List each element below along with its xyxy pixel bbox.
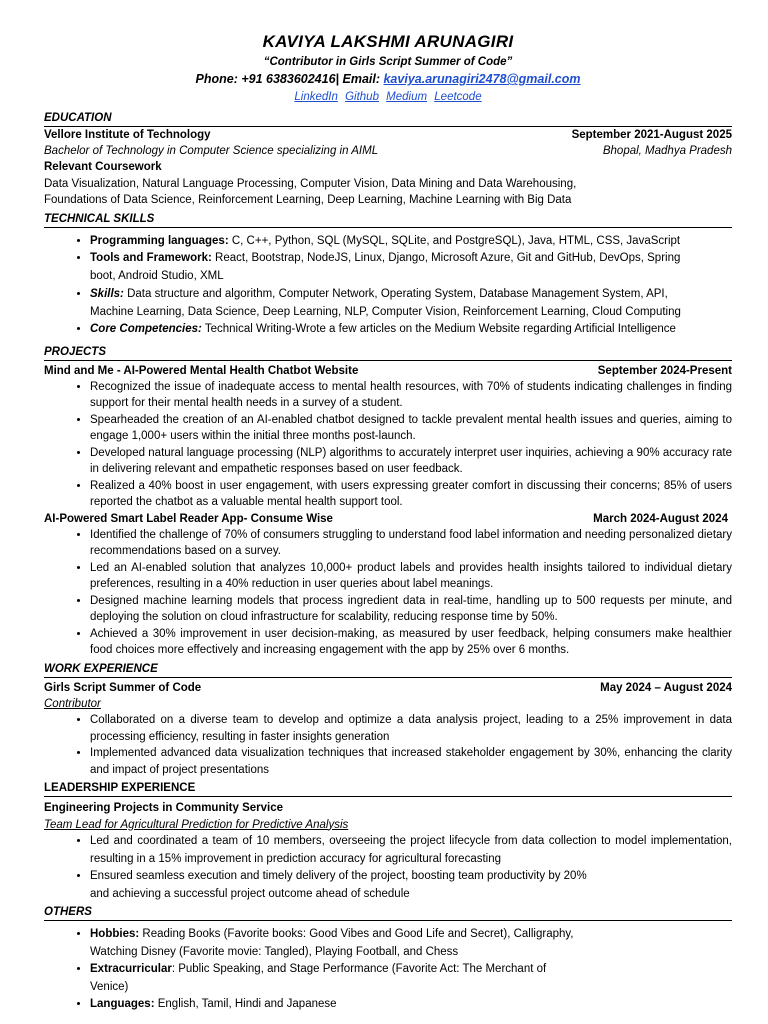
skill-text: React, Bootstrap, NodeJS, Linux, Django, Microsoft Azure, Git and GitHub, DevOps, Spring boot, Android Studio, XML [90, 252, 681, 282]
leetcode-link[interactable]: Leetcode [434, 91, 482, 103]
project-1-name: Mind and Me - AI-Powered Mental Health Chatbot Website [44, 364, 359, 377]
list-item: • Developed natural language processing (NLP) algorithms to accurately interpret user inquiries, achieving a 90% accuracy rate in delivering relevant and empathetic responses based on user feedback. [90, 445, 732, 478]
list-item [90, 961, 582, 996]
list-item [90, 996, 582, 1014]
list-item: • Led an AI-enabled solution that analyzes 10,000+ product labels and provides health insights tailored to individual dietary preferences, resulting in a 40% reduction in user queries about label meanings. [90, 560, 732, 593]
projects-heading: PROJECTS [44, 344, 732, 361]
github-link[interactable]: Github [345, 91, 379, 103]
leadership-org: Engineering Projects in Community Service [44, 802, 284, 814]
leadership-role: Team Lead for Agricultural Prediction for Predictive Analysis [44, 818, 349, 831]
others-heading: OTHERS [44, 904, 732, 921]
project-2-bullets [44, 527, 732, 659]
list-item [90, 233, 692, 250]
leadership-continuation: and achieving a successful project outcome ahead of schedule [90, 887, 410, 900]
coursework-line-2: Foundations of Data Science, Reinforcement Learning, Deep Learning, Machine Learning with Big Data [44, 194, 572, 206]
contact-line [44, 70, 732, 88]
list-item: • Ensured seamless execution and timely delivery of the project, boosting team productivity by 20% [90, 868, 732, 886]
email-link[interactable]: kaviya.arunagiri2478@gmail.com [383, 72, 581, 86]
project-2-dates: March 2024-August 2024 [593, 512, 728, 525]
skill-label: Tools and Framework: [90, 252, 212, 264]
profile-links [44, 88, 732, 106]
education-location: Bhopal, Madhya Pradesh [602, 145, 732, 157]
list-item: • Achieved a 30% improvement in user decision-making, as measured by user feedback, helping consumers make healthier food choices more effectively and increasing engagement with the app by 25% over 6 months. [90, 626, 732, 659]
others-text: : Public Speaking, and Stage Performance (Favorite Act: The Merchant of Venice) [90, 963, 547, 993]
work-org-row [44, 680, 732, 696]
education-dates: September 2021-August 2025 [571, 129, 732, 141]
skills-heading: TECHNICAL SKILLS [44, 211, 732, 228]
others-list [44, 926, 732, 1014]
school-name: Vellore Institute of Technology [44, 129, 211, 141]
list-item [90, 926, 582, 961]
others-label: Extracurricular [90, 963, 172, 975]
leadership-bullets [44, 833, 732, 886]
resume-header [44, 30, 732, 106]
skill-text: C, C++, Python, SQL (MySQL, SQLite, and PostgreSQL), Java, HTML, CSS, JavaScript [228, 234, 681, 247]
list-item [90, 285, 692, 321]
others-label: Hobbies: [90, 928, 140, 940]
project-1-bullets [44, 379, 732, 511]
list-item [90, 321, 692, 338]
project-1-dates: September 2024-Present [597, 364, 732, 377]
degree: Bachelor of Technology in Computer Science specializing in AIML [44, 145, 379, 157]
linkedin-link[interactable]: LinkedIn [294, 91, 338, 103]
skill-label: Skills: [90, 288, 124, 300]
medium-link[interactable]: Medium [386, 91, 428, 103]
work-heading: WORK EXPERIENCE [44, 661, 732, 678]
others-text: Reading Books (Favorite books: Good Vibes and Good Life and Secret), Calligraphy, Watching Disney (Favorite movie: Tangled), Playing Football, and Chess [90, 928, 574, 958]
others-text: English, Tamil, Hindi and Japanese [154, 998, 337, 1010]
phone-text: Phone: +91 6383602416| Email: [195, 72, 384, 86]
tagline: “Contributor in Girls Script Summer of Code” [263, 56, 513, 68]
work-bullets [44, 712, 732, 778]
coursework-line-1: Data Visualization, Natural Language Processing, Computer Vision, Data Mining and Data Warehousing, [44, 177, 577, 190]
skill-label: Programming languages: [90, 234, 229, 247]
work-org: Girls Script Summer of Code [44, 681, 202, 694]
education-heading: EDUCATION [44, 110, 732, 127]
leadership-heading: LEADERSHIP EXPERIENCE [44, 780, 732, 797]
work-dates: May 2024 – August 2024 [600, 681, 732, 694]
list-item: • Implemented advanced data visualization techniques that increased stakeholder engagement by 30%, enhancing the clarity and impact of project presentations [90, 745, 732, 778]
list-item [90, 249, 692, 285]
list-item: • Realized a 40% boost in user engagement, with users expressing greater comfort in discussing their concerns; 85% of users reported the chatbot as a valuable mental health support tool. [90, 478, 732, 511]
work-role: Contributor [44, 697, 101, 710]
list-item: • Collaborated on a diverse team to develop and optimize a data analysis project, leading to a 25% improvement in data processing efficiency, resulting in faster insights generation [90, 712, 732, 745]
candidate-name: KAVIYA LAKSHMI ARUNAGIRI [262, 32, 514, 51]
skill-label: Core Competencies: [90, 323, 202, 335]
list-item: • Spearheaded the creation of an AI-enabled chatbot designed to tackle prevalent mental health issues and queries, aiming to engage 1,000+ users within the initial three months post-launch. [90, 412, 732, 445]
list-item: • Led and coordinated a team of 10 members, overseeing the project lifecycle from data collection to model implementation, resulting in a 15% improvement in prediction accuracy for agricultural forecasting [90, 833, 732, 868]
list-item: • Designed machine learning models that process ingredient data in real-time, handling up to 500 requests per minute, and deploying the solution on cloud infrastructure for scalability, reducing response time by 50%. [90, 593, 732, 626]
project-2-name: AI-Powered Smart Label Reader App- Consume Wise [44, 512, 333, 525]
project-2-row [44, 511, 732, 527]
resume-page [44, 30, 732, 1014]
others-label: Languages: [90, 998, 155, 1010]
coursework-heading: Relevant Coursework [44, 161, 162, 173]
list-item: • Identified the challenge of 70% of consumers struggling to understand food label information and needing personalized dietary recommendations based on a survey. [90, 527, 732, 560]
education-degree-row [44, 143, 732, 159]
skills-list [44, 233, 732, 338]
skill-text: Technical Writing-Wrote a few articles on the Medium Website regarding Artificial Intelligence [201, 323, 676, 335]
list-item: • Recognized the issue of inadequate access to mental health resources, with 70% of students indicating challenges in finding support for their mental health needs in a survey of a student. [90, 379, 732, 412]
skill-text: Data structure and algorithm, Computer Network, Operating System, Database Management System, API, Machine Learning, Data Science, Deep Learning, NLP, Computer Vision, Reinforcement Learning, Cloud Computing [90, 288, 681, 318]
education-school-row [44, 127, 732, 143]
project-1-row [44, 363, 732, 379]
